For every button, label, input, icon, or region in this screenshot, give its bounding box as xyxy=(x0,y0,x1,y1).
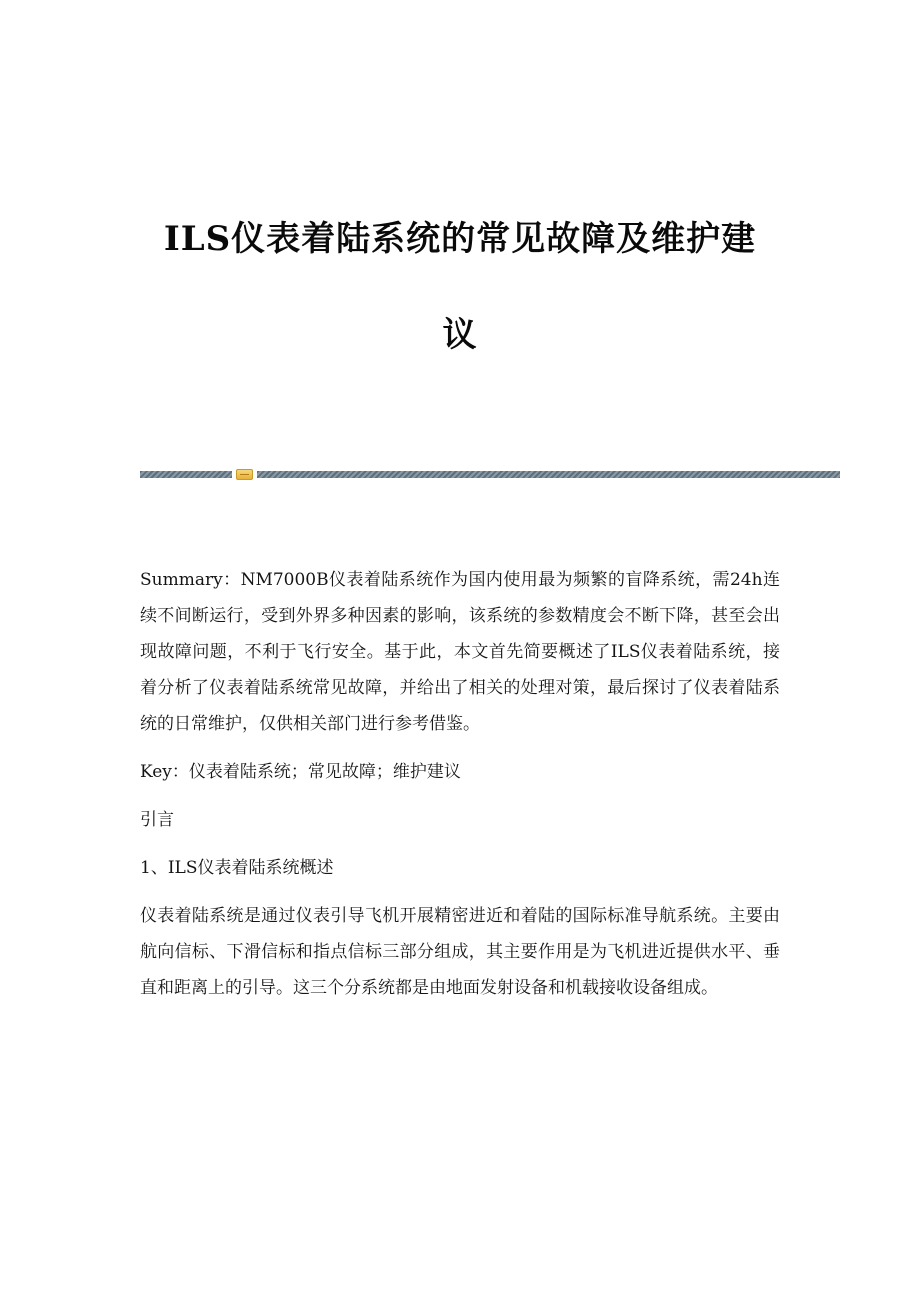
document-title xyxy=(140,210,780,364)
keywords-line: Key：仪表着陆系统；常见故障；维护建议 xyxy=(140,762,461,782)
divider-bar-left xyxy=(140,471,232,478)
section-1-heading: 1、ILS仪表着陆系统概述 xyxy=(140,858,334,878)
title-divider xyxy=(140,469,840,479)
section-1-paragraph: 仪表着陆系统是通过仪表引导飞机开展精密进近和着陆的国际标准导航系统。主要由航向信标、下滑信标和指点信标三部分组成，其主要作用是为飞机进近提供水平、垂直和距离上的引导。这三个分系统都是由地面发射设备和机载接收设备组成。 xyxy=(140,906,780,998)
document-body xyxy=(140,562,780,1018)
intro-heading: 引言 xyxy=(140,810,174,830)
divider-ornament-icon xyxy=(236,469,253,480)
title-line-1: ILS仪表着陆系统的常见故障及维护建 xyxy=(163,219,757,259)
title-line-2: 议 xyxy=(442,315,478,355)
summary-paragraph: Summary：NM7000B仪表着陆系统作为国内使用最为频繁的盲降系统，需24h连续不间断运行，受到外界多种因素的影响，该系统的参数精度会不断下降，甚至会出现故障问题，不利于飞行安全。基于此，本文首先简要概述了ILS仪表着陆系统，接着分析了仪表着陆系统常见故障，并给出了相关的处理对策，最后探讨了仪表着陆系统的日常维护，仅供相关部门进行参考借鉴。 xyxy=(140,570,780,734)
divider-bar-right xyxy=(257,471,840,478)
